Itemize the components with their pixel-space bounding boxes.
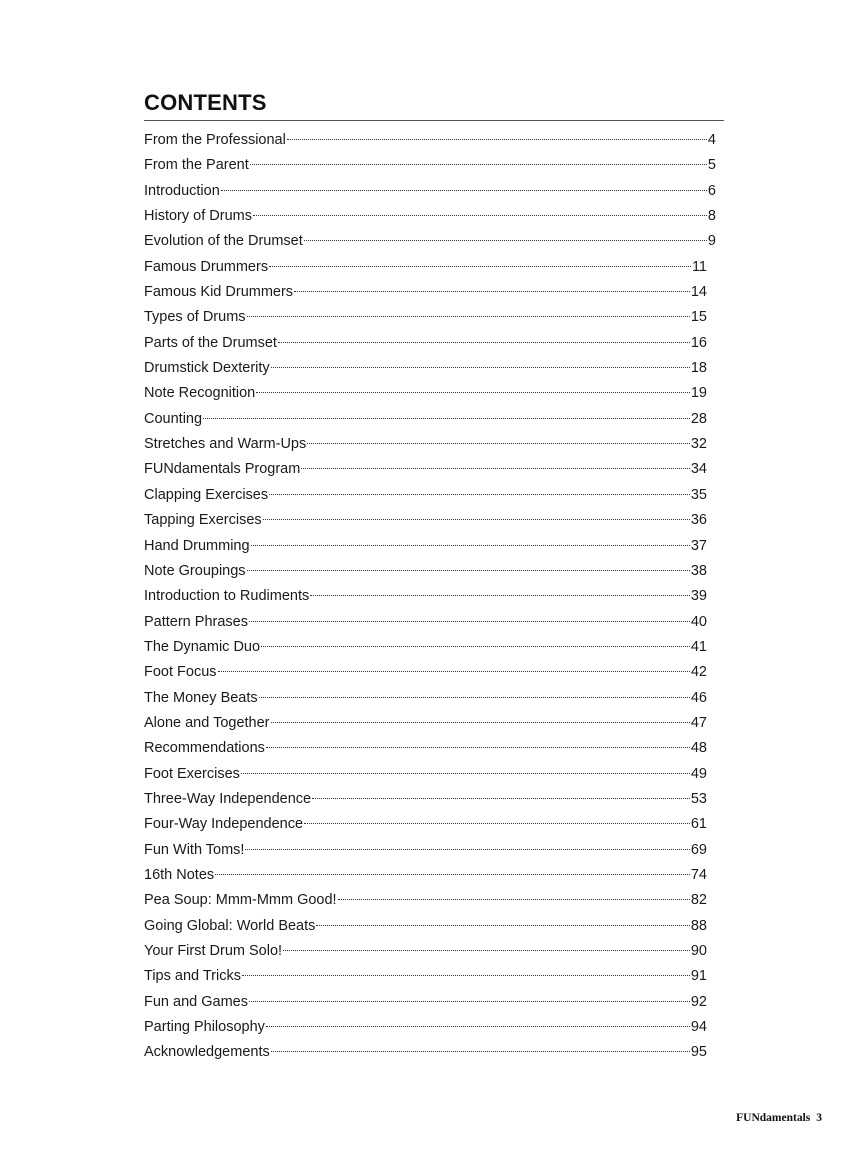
toc-entry-page: 11 [691,258,707,275]
toc-entry-title: Your First Drum Solo! [144,943,283,959]
toc-entry-page: 35 [690,486,707,503]
toc-entry-title: 16th Notes [144,866,215,883]
toc-entry-page: 18 [690,360,707,377]
toc-entry [144,610,716,635]
toc-entry [144,280,716,305]
toc-entry [144,559,716,584]
dot-leader [269,494,690,495]
toc-entry-page: 82 [690,892,707,909]
toc-entry-page: 6 [707,182,716,199]
dot-leader [312,798,690,799]
toc-entry-page: 69 [690,841,707,858]
dot-leader [256,392,690,393]
toc-entry [144,964,716,989]
toc-entry-title: Pattern Phrases [144,613,248,630]
toc-entry [144,204,716,229]
toc-entry-title: Drumstick Dexterity [144,360,270,377]
toc-entry-page: 9 [707,233,716,250]
dot-leader [261,646,690,647]
toc-entry [144,457,716,482]
toc-entry-title: The Dynamic Duo [144,638,261,655]
toc-entry-page: 14 [690,284,707,301]
dot-leader [247,570,690,571]
dot-leader [203,418,690,419]
toc-entry [144,635,716,660]
dot-leader [304,823,690,824]
toc-entry-title: Alone and Together [144,714,270,731]
dot-leader [278,342,690,343]
dot-leader [245,849,689,850]
toc-entry-page: 46 [690,689,707,706]
toc-entry [144,305,716,330]
toc-entry-title: Recommendations [144,740,265,757]
dot-leader [266,747,690,748]
toc-entry-page: 47 [690,714,707,731]
dot-leader [271,722,690,723]
toc-entry [144,711,716,736]
dot-leader [221,190,707,191]
toc-entry-title: Fun and Games [144,993,248,1010]
dot-leader [269,266,691,267]
toc-entry-title: Tapping Exercises [144,512,262,529]
toc-entry [144,255,716,280]
dot-leader [271,367,690,368]
toc-entry [144,762,716,787]
toc-entry [144,1040,716,1065]
toc-entry [144,863,716,888]
toc-entry-title: Famous Kid Drummers [144,284,294,301]
toc-entry-title: Introduction [144,182,220,199]
toc-entry-title: Fun With Toms! [144,841,245,858]
dot-leader [250,164,707,165]
toc-entry-title: Parting Philosophy [144,1019,265,1036]
dot-leader [338,899,690,900]
toc-entry-page: 53 [690,790,707,807]
toc-entry-title: Clapping Exercises [144,486,269,503]
toc-entry-page: 34 [690,461,707,478]
contents-heading: CONTENTS [144,90,267,115]
dot-leader [263,519,690,520]
toc-entry [144,407,716,432]
toc-entry [144,660,716,685]
toc-entry-title: Acknowledgements [144,1044,270,1061]
footer-book-title: FUNdamentals [736,1112,811,1124]
toc-entry-title: Counting [144,410,203,427]
dot-leader [215,874,690,875]
toc-entry-title: Three-Way Independence [144,790,312,807]
toc-entry-page: 94 [690,1019,707,1036]
dot-leader [242,975,690,976]
toc-entry-page: 74 [690,866,707,883]
toc-entry-page: 15 [690,309,707,326]
toc-entry-page: 39 [690,588,707,605]
toc-entry-page: 48 [690,740,707,757]
toc-entry [144,331,716,356]
toc-entry-title: Types of Drums [144,309,246,326]
dot-leader [294,291,690,292]
toc-entry [144,356,716,381]
toc-entry-title: Parts of the Drumset [144,334,277,351]
dot-leader [241,773,690,774]
toc-entry [144,888,716,913]
toc-entry-title: History of Drums [144,208,252,225]
dot-leader [259,697,690,698]
toc-entry-title: FUNdamentals Program [144,461,301,478]
toc-entry-page: 95 [690,1044,707,1061]
dot-leader [249,621,690,622]
toc-entry-title: Hand Drumming [144,537,250,554]
toc-entry-page: 16 [690,334,707,351]
toc-entry-page: 38 [690,562,707,579]
table-of-contents [144,128,716,1066]
toc-entry-title: From the Parent [144,157,249,174]
toc-entry-page: 92 [690,993,707,1010]
toc-entry [144,153,716,178]
dot-leader [218,671,690,672]
toc-entry-page: 37 [690,537,707,554]
toc-entry [144,508,716,533]
toc-entry [144,914,716,939]
toc-entry [144,432,716,457]
toc-entry-page: 90 [690,943,707,959]
toc-entry [144,483,716,508]
dot-leader [304,240,707,241]
dot-leader [266,1026,690,1027]
toc-entry-title: Note Groupings [144,562,246,579]
toc-entry [144,381,716,406]
toc-entry-page: 42 [690,664,707,681]
dot-leader [310,595,690,596]
dot-leader [287,139,707,140]
toc-entry-page: 61 [690,816,707,833]
dot-leader [271,1051,690,1052]
toc-entry-title: Note Recognition [144,385,256,402]
toc-entry-page: 5 [707,157,716,174]
heading-rule [144,120,724,121]
toc-entry-page: 91 [690,968,707,985]
dot-leader [253,215,707,216]
toc-entry [144,584,716,609]
toc-entry-page: 49 [690,765,707,782]
toc-entry [144,686,716,711]
toc-entry [144,838,716,863]
toc-entry-page: 40 [690,613,707,630]
toc-entry [144,128,716,153]
dot-leader [249,1001,690,1002]
toc-entry-page: 41 [690,638,707,655]
dot-leader [307,443,690,444]
toc-entry-page: 28 [690,410,707,427]
toc-entry-title: Four-Way Independence [144,816,304,833]
toc-entry-title: Pea Soup: Mmm-Mmm Good! [144,892,337,909]
dot-leader [283,950,690,951]
toc-entry-title: Tips and Tricks [144,968,241,985]
toc-entry [144,1015,716,1040]
toc-entry [144,812,716,837]
toc-entry-title: Famous Drummers [144,258,269,275]
toc-entry-title: Introduction to Rudiments [144,588,310,605]
toc-entry-title: Stretches and Warm-Ups [144,436,307,453]
toc-entry [144,229,716,254]
toc-entry [144,736,716,761]
dot-leader [316,925,689,926]
toc-entry-page: 8 [707,208,716,225]
toc-entry [144,939,716,964]
toc-entry-title: From the Professional [144,132,286,148]
toc-entry [144,534,716,559]
toc-entry-title: The Money Beats [144,689,258,706]
toc-entry-page: 88 [690,917,707,934]
dot-leader [251,545,690,546]
footer-page-number: 3 [816,1112,822,1124]
dot-leader [247,316,690,317]
dot-leader [301,468,690,469]
toc-entry-title: Foot Focus [144,664,217,681]
toc-entry [144,787,716,812]
toc-entry-page: 36 [690,512,707,529]
toc-entry [144,990,716,1015]
page-footer [736,1112,822,1124]
toc-entry-page: 4 [707,132,716,148]
toc-entry-page: 32 [690,436,707,453]
toc-entry [144,179,716,204]
toc-entry-title: Going Global: World Beats [144,917,316,934]
toc-entry-title: Evolution of the Drumset [144,233,303,250]
toc-entry-title: Foot Exercises [144,765,240,782]
toc-entry-page: 19 [690,385,707,402]
